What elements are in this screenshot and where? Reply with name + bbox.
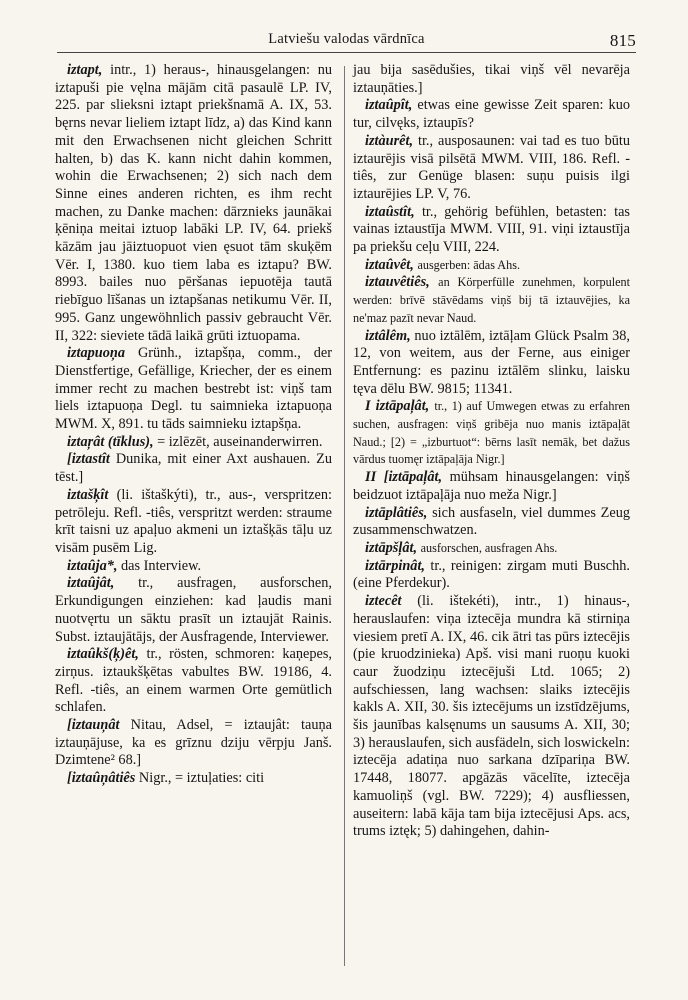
entry-headword: iztaûstît,: [365, 203, 415, 220]
entry-headword: iztaûjât,: [67, 575, 115, 592]
dictionary-entry: [353, 505, 630, 540]
entry-headword: iztaûpît,: [365, 97, 413, 114]
dictionary-entry: [55, 487, 332, 558]
dictionary-entry: [353, 204, 630, 257]
dictionary-entry: [55, 345, 332, 434]
entry-definition: etwas eine gewisse Zeit sparen: kuo tur, cilvęks, iztaupīs?: [353, 97, 630, 132]
dictionary-entry: [55, 575, 332, 646]
dictionary-entry: [353, 558, 630, 593]
dictionary-entry: [353, 274, 630, 327]
dictionary-entry: [55, 558, 332, 576]
entry-definition: = izlēzēt, auseinanderwirren.: [157, 433, 323, 450]
entry-definition: Nitau, Adsel, = iztaujât: tauņa iztauņājuse, ka es grīznu dziju vērpju Janš. Dzimtene² 68.]: [55, 717, 332, 769]
entry-definition: tr., rösten, schmoren: kaņepes, zirņus. iztaukšķētas vabultes BW. 19186, 4. Refl. -tiês, an einem warmen Orte gemütlich schlafen.: [55, 646, 332, 716]
entry-definition: mühsam hinausgelangen: viņš beidzuot iztāpaļāja nuo meža Nigr.]: [353, 469, 630, 503]
page-title: Latviešu valodas vārdnīca: [268, 31, 425, 47]
dictionary-entry: [55, 717, 332, 770]
dictionary-entry: [55, 646, 332, 717]
entry-definition: tr., reinigen: zirgam muti Buschh. (eine Pferdekur).: [353, 557, 630, 592]
entry-headword: iztārpinât,: [365, 557, 425, 574]
left-column: [55, 62, 332, 788]
dictionary-entry: [55, 451, 332, 486]
entry-definition: nuo iztālēm, iztāļam Glück Psalm 38, 12, von weitem, aus der Ferne, aus einiger Entfernung: es pazinu iztālēm slinku, laisku tęva dēlu BW. 9815; 11341.: [353, 327, 630, 397]
entry-headword: iztašķît: [67, 486, 109, 503]
dictionary-entry: [353, 328, 630, 399]
entry-headword: iztaûkš(ķ)êt,: [67, 646, 139, 663]
page-number: 815: [609, 31, 636, 50]
right-column: [353, 62, 630, 841]
dictionary-entry: [353, 62, 630, 97]
entry-definition: intr., 1) heraus-, hinausgelangen: nu iztapuši pie vęlna mājām citā pasaulē LP. IV, 225. par slieksni iztapt priekšnamā A. IX, 53. bęrns nevar lieliem iztapt līdz, a) das Kind kann mit den Erwachsenen nicht gleichen Schritt halten, b) das K. kann nicht dahin kommen, wohin die Erwachsenen; 2) sich nach dem Sinne eines anderen richten, es ihm recht machen, zu Danke machen: dārznieks jaunākai ķēniņa meitai iztuop labāki LP. IV, 64. priekš kāzām jau jāiztuopuot vien ęsuot tām skuķēm Vēr. I, 1380. kuo tiem laba es iztapu? BW. 8993. bailes nuo pēršanas iepuotēja tautā riebīguo līšanas un iztapšanas netikumu Vēr. II, 995. Ganz ungewöhnlich passiv gebraucht Vēr. II, 322: sieviete tādā laikā grūti iztuopama.: [55, 62, 332, 344]
dictionary-entry: [353, 593, 630, 841]
entry-definition: (li. ištekéti), intr., 1) hinaus-, herauslaufen: viņa iztecēja mundra kā stirniņa viesiem pretī A. IX, 46. cik ātri tas pūrs iztecējis (pie kruodzinieka) Apš. visi mani ruoņu kuoki caur žuodziņu iztecējuši Ltd. 1065; 2) aufschiessen, lang wachsen: slaiks iztecējis kakls A. XII, 30. šis iztecējums un izstīdzējums, šis jaunības kalsęnums un sausums A. XII, 30; 3) herauslaufen, sich ausfädeln, sich loswickeln: iztecēja adatiņa nuo sarkana dzīpariņa BW. 17448, 18077. apgāzās vācelīte, iztecēja kamuoliņš (vgl. BW. 7229); 4) ausfliessen, auseitern: labā kāja tam bija iztecējusi Aps. acs, trums iztęk; 5) dahingehen, dahin-: [353, 593, 630, 840]
entry-headword: I iztāpaļât,: [365, 398, 430, 415]
entry-definition: tr., ausposaunen: vai tad es tuo būtu iztaurējis visā pilsētā MWM. VIII, 186. Refl. -tiês, zur Genüge blasen: suņu puisis ilgi iztaurējies LP. V, 76.: [353, 132, 631, 202]
dictionary-entry: [353, 540, 630, 558]
dictionary-entry: [353, 97, 630, 132]
entry-headword: iztapuoņa: [67, 345, 126, 362]
entry-definition: Dunika, mit einer Axt aushauen. Zu tēst.]: [55, 451, 332, 486]
entry-headword: [iztauņât: [67, 717, 120, 734]
entry-definition: ausgerben: ādas Ahs.: [417, 257, 520, 272]
dictionary-entry: [353, 257, 630, 275]
entry-headword: [iztastît: [67, 451, 110, 468]
entry-headword: iztecêt: [365, 593, 402, 610]
column-divider: [344, 66, 345, 966]
entry-definition: Grünh., iztapšņa, comm., der Dienstfertige, Gefällige, Kriecher, der es einem immer recht zu machen bestrebt ist: viņš tam liels iztapuoņa Degl. tu saimnieka iztapuoņa MWM. X, 891. tu tāds saimnieku iztapšņa.: [55, 345, 332, 433]
entry-definition: tr., ausfragen, ausforschen, Erkundigungen einziehen: kad ļaudis mani nuotvęrtu un sāktu prasīt un iztaujāt Rainis. Subst. iztaujātājs, der Ausfragende, Interviewer.: [55, 575, 332, 645]
entry-definition: ausforschen, ausfragen Ahs.: [420, 540, 558, 555]
dictionary-entry: [353, 469, 630, 504]
entry-definition: Nigr., = iztuļaties: citi: [138, 770, 265, 787]
entry-headword: II [iztāpaļât,: [365, 469, 443, 486]
entry-definition: das Interview.: [121, 557, 202, 574]
entry-headword: iztāplâtiês,: [365, 504, 428, 521]
entry-headword: iztapt,: [67, 62, 103, 78]
entry-headword: iztaûvêt,: [365, 256, 414, 273]
entry-headword: iztâlêm,: [365, 327, 411, 344]
entry-headword: iztauvêtiês,: [365, 274, 430, 291]
entry-headword: iztàurêt,: [365, 132, 414, 149]
entry-definition: tr., 1) auf Umwegen etwas zu erfahren suchen, ausfragen: viņš gribēja nuo manis iztāpaļāt Naud.; [2) = „izburtuot“: bērns lasīt nemāk, bet dažus vārdus tuomęr iztāpaļāja Nigr.]: [353, 399, 631, 467]
entry-headword: iztaŗât (tīklus),: [67, 433, 154, 450]
entry-headword: iztaûja*,: [67, 557, 118, 574]
dictionary-entry: [353, 398, 630, 469]
entry-headword: [iztaûņâtiês: [67, 770, 136, 787]
entry-headword: iztāpšļât,: [365, 539, 418, 556]
entry-definition: sich ausfaseln, viel dummes Zeug zusammenschwatzen.: [353, 504, 630, 539]
entry-definition: (li. ištaškýti), tr., aus-, verspritzen: petrōleju. Refl. -tiês, verspritzt werden: straume krīt taisni uz apaļuo akmeni un iztašķās tāļu uz visām pusēm Lig.: [55, 486, 333, 556]
entry-definition: an Körperfülle zunehmen, korpulent werden: brīvē stāvēdams viņš bij tā iztauvējies, ka ne'maz pazīt nevar Naud.: [353, 275, 630, 325]
dictionary-entry: [55, 62, 332, 345]
page-header: [57, 30, 636, 53]
entry-definition: jau bija sasēdušies, tikai viņš vēl nevarēja iztauņāties.]: [353, 62, 630, 96]
dictionary-entry: [55, 770, 332, 788]
entry-definition: tr., gehörig befühlen, betasten: tas vainas iztaustīja MWM. VIII, 91. viņi iztaustīja pa priekšu ceļu VIII, 224.: [353, 203, 630, 256]
dictionary-entry: [55, 434, 332, 452]
dictionary-entry: [353, 133, 630, 204]
